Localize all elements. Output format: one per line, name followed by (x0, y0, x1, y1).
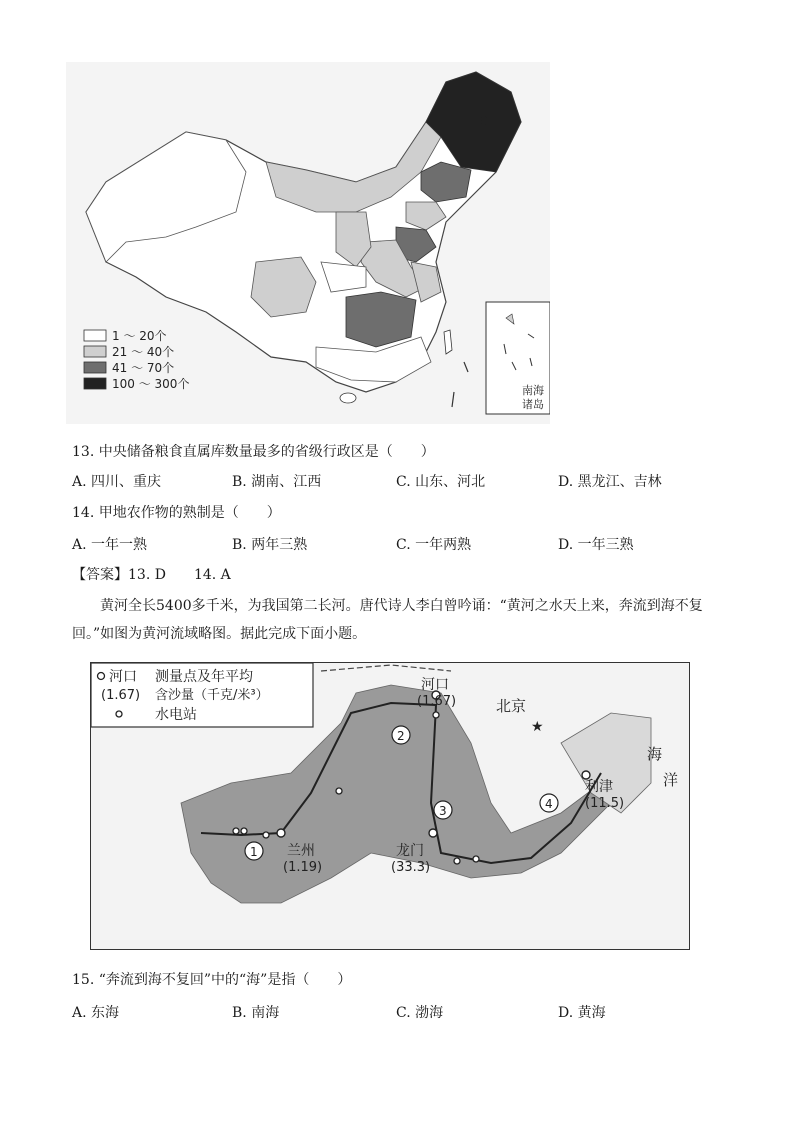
taiwan-island (444, 330, 452, 354)
q13-option-d[interactable]: D. 黑龙江、吉林 (558, 474, 662, 490)
yellow-river-passage: 黄河全长5400多千米，为我国第二长河。唐代诗人李白曾吟诵：“黄河之水天上来，奔流到海不复回。”如图为黄河流域略图。据此完成下面小题。 (72, 598, 703, 642)
marker-4: 4 (545, 797, 553, 811)
jilin-region (421, 162, 471, 202)
china-grain-depot-map (66, 62, 550, 424)
marker-2: 2 (397, 729, 405, 743)
question-14-stem: 14. 甲地农作物的熟制是（ ） (72, 505, 281, 521)
legend-sample-name: 河口 (109, 669, 137, 685)
label-lanzhou-value: (1.19) (283, 860, 323, 875)
legend-hydro-dot (116, 711, 122, 717)
measure-point-lanzhou (277, 829, 285, 837)
label-longmen-value: (33.3) (391, 860, 431, 875)
q15-option-d[interactable]: D. 黄海 (558, 1005, 606, 1021)
legend-swatch-2 (84, 346, 106, 357)
legend-text-2: 21 ～ 40个 (112, 345, 175, 359)
label-longmen: 龙门 (396, 843, 424, 859)
hydro-station-dot (336, 788, 342, 794)
q14-option-a[interactable]: A. 一年一熟 (72, 537, 148, 553)
label-lijin: 利津 (585, 779, 613, 795)
q13-option-a[interactable]: A. 四川、重庆 (72, 474, 162, 490)
label-hekou-value: (1.67) (417, 694, 457, 709)
hydro-station-dot (433, 712, 439, 718)
answer-line: 【答案】13. D 14. A (72, 567, 231, 583)
legend-text-1: 1 ～ 20个 (112, 329, 167, 343)
dash-line (464, 362, 468, 372)
marker-3: 3 (439, 804, 447, 818)
measure-point-longmen (429, 829, 437, 837)
beijing-star-icon: ★ (531, 719, 544, 735)
legend-swatch-3 (84, 362, 106, 373)
map2-legend (91, 663, 313, 727)
hydro-station-dot (241, 828, 247, 834)
q14-option-c[interactable]: C. 一年两熟 (396, 537, 472, 553)
hydro-station-dot (473, 856, 479, 862)
question-13-stem: 13. 中央储备粮食直属库数量最多的省级行政区是（ ） (72, 444, 435, 460)
legend-text-4: 100 ～ 300个 (112, 377, 190, 391)
inset-label-zhudao: 诸岛 (522, 398, 544, 411)
yellow-river-basin-map (90, 662, 690, 950)
region-jia-label: 甲 (474, 116, 488, 132)
hydro-station-dot (263, 832, 269, 838)
label-beijing: 北京 (496, 697, 527, 715)
map1-legend (84, 329, 189, 391)
marker-1: 1 (250, 845, 258, 859)
q15-option-a[interactable]: A. 东海 (72, 1005, 120, 1021)
question-15-stem: 15. “奔流到海不复回”中的“海”是指（ ） (72, 972, 352, 988)
legend-measure-dot (98, 673, 105, 680)
q13-option-c[interactable]: C. 山东、河北 (396, 474, 486, 490)
legend-text-3: 41 ～ 70个 (112, 361, 175, 375)
yellow-river-map-svg (91, 663, 688, 948)
hydro-station-dot (454, 858, 460, 864)
q15-option-c[interactable]: C. 渤海 (396, 1005, 444, 1021)
q14-option-d[interactable]: D. 一年三熟 (558, 537, 634, 553)
legend-sample-value: (1.67) (101, 688, 141, 703)
hunan-jiangxi-region (346, 292, 416, 347)
legend-desc-2: 含沙量（千克/米³） (155, 688, 269, 703)
q13-option-b[interactable]: B. 湖南、江西 (232, 474, 322, 490)
label-lijin-value: (11.5) (585, 796, 625, 811)
label-sea-2: 洋 (663, 771, 679, 789)
china-map-svg (66, 62, 550, 424)
inset-label-nanhai: 南海 (522, 384, 544, 397)
q15-option-b[interactable]: B. 南海 (232, 1005, 280, 1021)
boundary-dashes (321, 665, 451, 671)
q14-option-b[interactable]: B. 两年三熟 (232, 537, 308, 553)
label-sea-1: 海 (647, 745, 663, 763)
south-china-sea-inset (486, 302, 550, 414)
hydro-station-dot (233, 828, 239, 834)
hainan-island (340, 393, 356, 403)
measure-point-lijin (582, 771, 590, 779)
legend-desc-1: 测量点及年平均 (155, 669, 253, 685)
label-hekou: 河口 (421, 677, 449, 693)
label-lanzhou: 兰州 (287, 843, 315, 859)
dash-line (452, 392, 454, 407)
legend-swatch-4 (84, 378, 106, 389)
legend-station: 水电站 (155, 707, 197, 723)
legend-swatch-1 (84, 330, 106, 341)
